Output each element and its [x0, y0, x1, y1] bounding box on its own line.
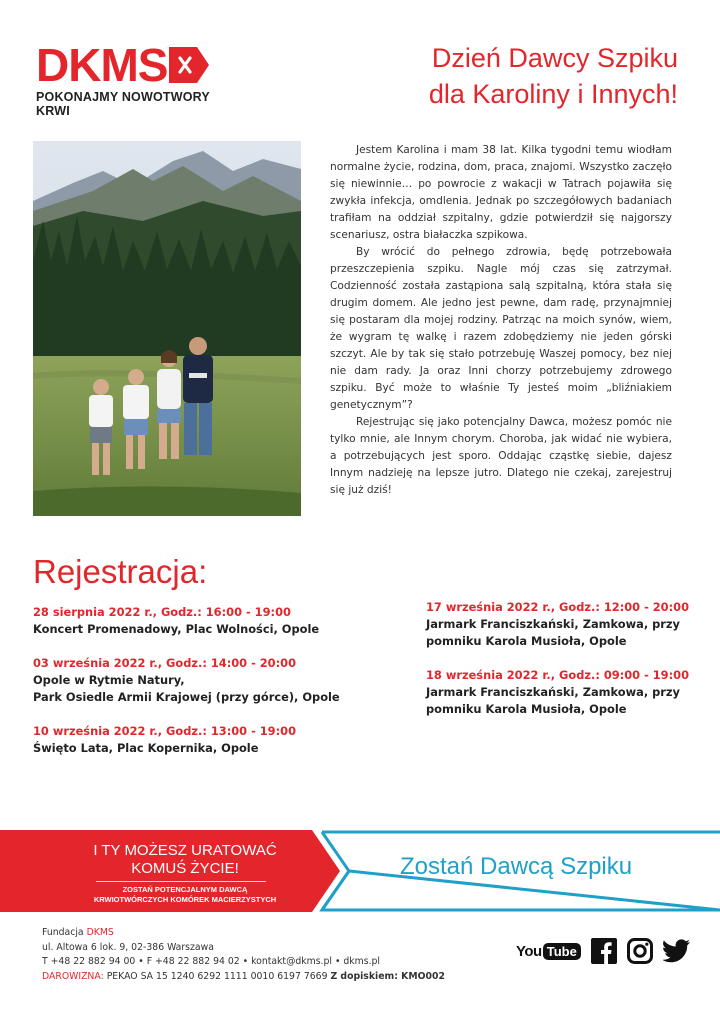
- logo-tagline: POKONAJMY NOWOTWORY KRWI: [36, 90, 210, 118]
- banner-slogan-line-1: I TY MOŻESZ URATOWAĆ: [93, 842, 277, 859]
- banner-subtext: [60, 885, 310, 905]
- event-place: Jarmark Franciszkański, Zamkowa, przy: [426, 617, 680, 631]
- event-date: 10 września 2022 r., Godz.: 13:00 - 19:00: [33, 724, 297, 738]
- footer-org: [42, 926, 445, 941]
- event-place: Koncert Promenadowy, Plac Wolności, Opole: [33, 622, 320, 636]
- footer-phone-email: T +48 22 882 94 00 • F +48 22 882 94 02 • kontakt@dkms.pl • dkms.pl: [42, 956, 381, 967]
- event-1: [33, 604, 319, 638]
- social-links: [516, 938, 691, 964]
- logo-x-icon: [169, 47, 209, 83]
- event-place: Opole w Rytmie Natury,: [33, 673, 185, 687]
- event-date: 18 września 2022 r., Godz.: 09:00 - 19:00: [426, 668, 690, 682]
- donation-account: PEKAO SA 15 1240 6292 1111 0010 6197 7669: [103, 970, 331, 982]
- logo-wordmark: DKMS: [36, 39, 168, 91]
- story-paragraph-1: Jestem Karolina i mam 38 lat. Kilka tygodni temu wiodłam normalne życie, rodzina, dom, praca, znajomi. Wszystko zaczęło się niewinnie… po powrocie z wakacji w Tatrach pojawiła się zwykła infekcja, omdlenia. Jednak po szczegółowych badaniach trafiłam na oddział szpitalny, gdzie potwierdził się najgorszy scenariusz, ostra białaczka szpikowa.: [330, 144, 672, 241]
- banner-slogan-line-2: KOMUŚ ŻYCIE!: [131, 860, 239, 877]
- banner-divider: [96, 881, 266, 882]
- event-5: [426, 667, 689, 718]
- footer-org-prefix: Fundacja: [42, 927, 87, 938]
- registration-heading: Rejestracja:: [33, 553, 208, 590]
- instagram-icon[interactable]: [627, 938, 653, 964]
- youtube-icon[interactable]: You Tube: [516, 943, 581, 960]
- page-title: [429, 40, 678, 112]
- title-line-2: dla Karoliny i Innych!: [428, 79, 678, 109]
- twitter-icon[interactable]: [663, 939, 691, 963]
- footer-donation: [42, 970, 445, 985]
- mountain-family-image: [33, 141, 301, 516]
- event-place-2: pomniku Karola Musioła, Opole: [426, 634, 627, 648]
- event-2: [33, 655, 340, 706]
- story-paragraph-2: By wrócić do pełnego zdrowia, będę potrzebowała przeszczepienia szpiku. Nagle mój czas się zatrzymał. Codzienność została zastąpiona salą szpitalną, która stała się drugim domem. Ale jedno jest pewne, dam radę, przynajmniej się postaram dla mojej rodziny. Patrząc na moich synów, wiem, że wygram tę walkę i razem zdobędziemy nie jeden górski szczyt. Ale by tak się stało potrzebuję Waszej pomocy, bez niej nie dam rady. Ja oraz Inni chorzy potrzebujemy zdrowego szpiku. Być może to właśnie Ty jesteś moim „bliźniakiem genetycznym”?: [330, 246, 672, 411]
- donation-note: Z dopiskiem: KMO002: [330, 970, 445, 982]
- facebook-icon[interactable]: [591, 938, 617, 964]
- title-line-1: Dzień Dawcy Szpiku: [431, 43, 678, 73]
- event-date: 17 września 2022 r., Godz.: 12:00 - 20:00: [426, 600, 690, 614]
- event-3: [33, 723, 296, 757]
- donation-label: DAROWIZNA:: [42, 970, 104, 982]
- banner-sub-line-1: ZOSTAŃ POTENCJALNYM DAWCĄ: [122, 885, 248, 894]
- event-place: Święto Lata, Plac Kopernika, Opole: [33, 741, 259, 755]
- event-date: 28 sierpnia 2022 r., Godz.: 16:00 - 19:00: [33, 605, 291, 619]
- footer-org-name: DKMS: [86, 927, 114, 938]
- event-4: [426, 599, 689, 650]
- footer-contact: [42, 926, 445, 984]
- family-photo: [33, 141, 301, 516]
- story-text: [330, 142, 672, 499]
- event-place-2: Park Osiedle Armii Krajowej (przy górce), Opole: [33, 690, 340, 704]
- story-paragraph-3: Rejestrując się jako potencjalny Dawca, możesz pomóc nie tylko mnie, ale Innym chorym. Choroba, jak widać nie wybiera, a potrzebujących jest sporo. Oddając cząstkę siebie, dajesz Innym nadzieję na lepsze jutro. Dlatego nie czekaj, zarejestruj się już dziś!: [330, 416, 672, 496]
- event-place-2: pomniku Karola Musioła, Opole: [426, 702, 627, 716]
- become-donor-cta: Zostań Dawcą Szpiku: [400, 853, 633, 880]
- event-date: 03 września 2022 r., Godz.: 14:00 - 20:00: [33, 656, 297, 670]
- banner-sub-line-2: KRWIOTWÓRCZYCH KOMÓREK MACIERZYSTYCH: [93, 895, 277, 904]
- event-place: Jarmark Franciszkański, Zamkowa, przy: [426, 685, 680, 699]
- banner-slogan: [70, 842, 300, 878]
- dkms-logo: [36, 39, 236, 118]
- footer-address: ul. Altowa 6 lok. 9, 02-386 Warszawa: [42, 941, 214, 953]
